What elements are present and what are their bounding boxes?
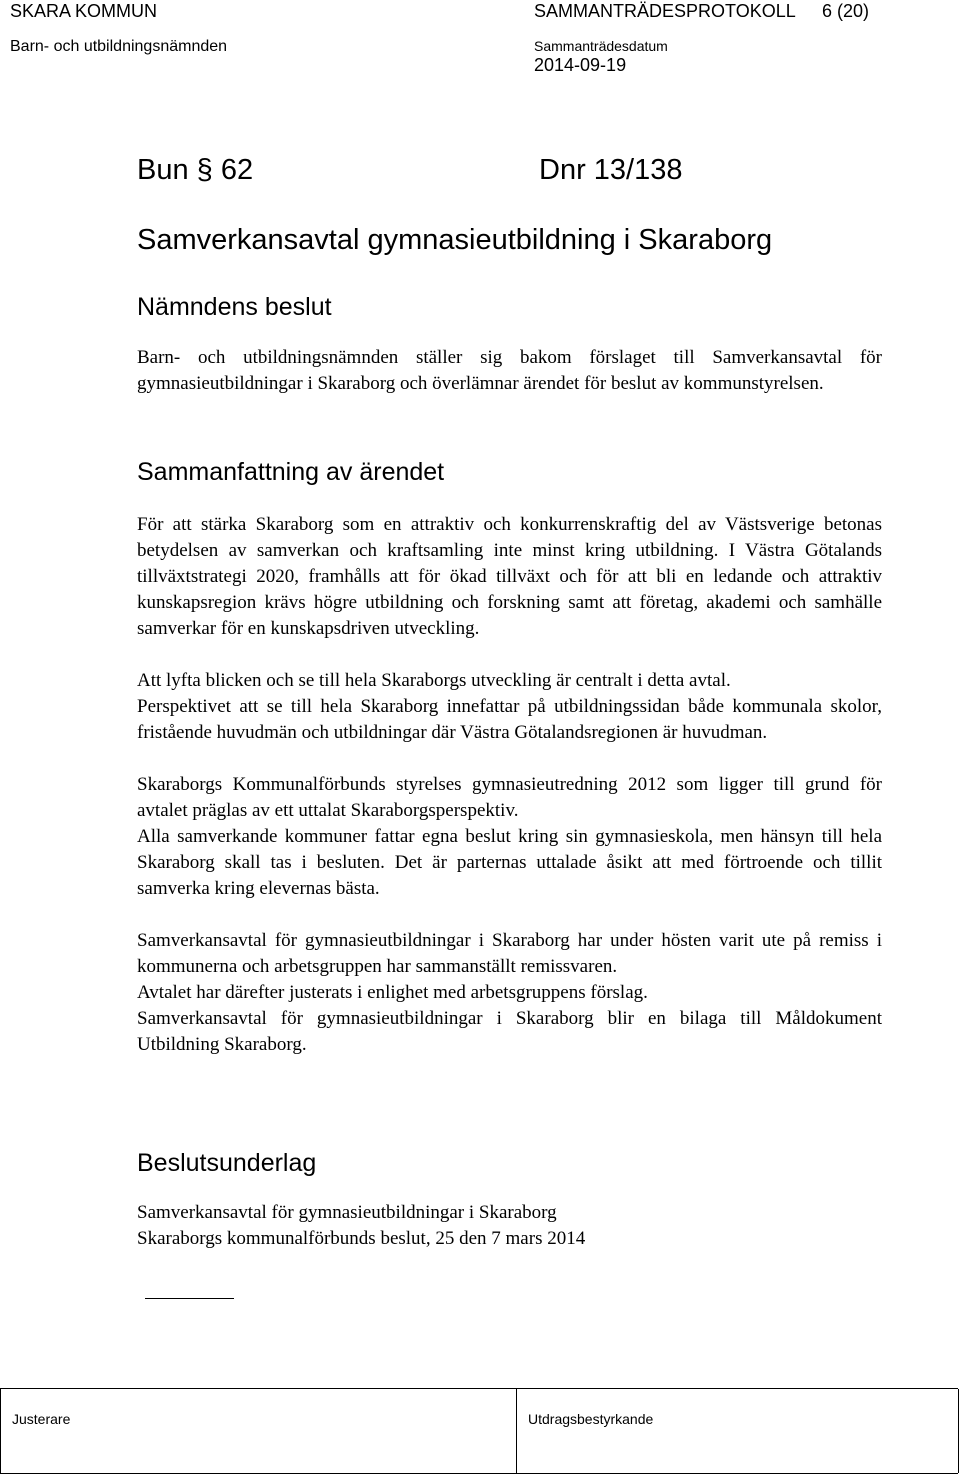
committee-name: Barn- och utbildningsnämnden	[10, 38, 228, 55]
basis-list	[137, 1200, 882, 1252]
decision-body	[137, 345, 882, 397]
basis-item: Samverkansavtal för gymnasieutbildningar i Skaraborg	[137, 1202, 557, 1223]
municipality-name: SKARA KOMMUN	[10, 1, 158, 21]
summary-heading: Sammanfattning av ärendet	[137, 458, 445, 486]
summary-paragraph: Samverkansavtal för gymnasieutbildningar i Skaraborg blir en bilaga till Måldokument Utbildning Skaraborg.	[137, 1008, 882, 1055]
footer-signature-table	[0, 1388, 958, 1474]
case-title: Samverkansavtal gymnasieutbildning i Skaraborg	[137, 224, 773, 256]
protocol-title: SAMMANTRÄDESPROTOKOLL	[534, 1, 796, 21]
summary-paragraph: Att lyfta blicken och se till hela Skaraborgs utveckling är centralt i detta avtal.	[137, 670, 731, 691]
utdrag-label: Utdragsbestyrkande	[528, 1411, 654, 1427]
summary-body	[137, 512, 882, 1058]
basis-heading: Beslutsunderlag	[137, 1149, 317, 1177]
summary-paragraph: Alla samverkande kommuner fattar egna beslut kring sin gymnasieskola, men hänsyn till hela Skaraborg skall tas i besluten. Det är parternas uttalade åsikt att med förtroende och tillit samverka kring elevernas bästa.	[137, 826, 882, 899]
basis-item: Skaraborgs kommunalförbunds beslut, 25 den 7 mars 2014	[137, 1228, 586, 1249]
justerare-cell[interactable]	[0, 1389, 516, 1473]
justerare-label: Justerare	[12, 1411, 71, 1427]
summary-paragraph: Samverkansavtal för gymnasieutbildningar i Skaraborg har under hösten varit ute på remiss i kommunerna och arbetsgruppen har sammanställt remissvaren.	[137, 930, 882, 977]
summary-paragraph: Perspektivet att se till hela Skaraborg innefattar på utbildningssidan både kommunala skolor, fristående huvudmän och utbildningar där Västra Götalandsregionen är huvudman.	[137, 696, 882, 743]
summary-paragraph: För att stärka Skaraborg som en attraktiv och konkurrenskraftig del av Västsverige betonas betydelsen av samverkan och kraftsamling inte minst kring utbildning. I Västra Götalands tillväxtstrategi 2020, framhålls att för ökad tillväxt och för att bli en ledande och attraktiv kunskapsregion krävs högre utbildning och forskning samt att företag, akademi och samhälle samverkar för en kunskapsdriven utveckling.	[137, 514, 882, 639]
summary-paragraph: Avtalet har därefter justerats i enlighet med arbetsgruppens förslag.	[137, 982, 648, 1003]
case-dnr: Dnr 13/138	[539, 154, 683, 186]
decision-text: Barn- och utbildningsnämnden ställer sig bakom förslaget till Samverkansavtal för gymnasieutbildningar i Skaraborg och överlämnar ärendet för beslut av kommunstyrelsen.	[137, 347, 882, 394]
decision-heading: Nämndens beslut	[137, 293, 332, 321]
signature-divider	[145, 1298, 234, 1299]
utdrag-cell[interactable]	[516, 1389, 959, 1473]
meeting-date: 2014-09-19	[534, 55, 627, 75]
summary-paragraph: Skaraborgs Kommunalförbunds styrelses gymnasieutredning 2012 som ligger till grund för avtalet präglas av ett uttalat Skaraborgsperspektiv.	[137, 774, 882, 821]
page-number: 6 (20)	[822, 1, 870, 21]
case-number: Bun § 62	[137, 154, 254, 186]
meeting-date-label: Sammanträdesdatum	[534, 38, 668, 54]
